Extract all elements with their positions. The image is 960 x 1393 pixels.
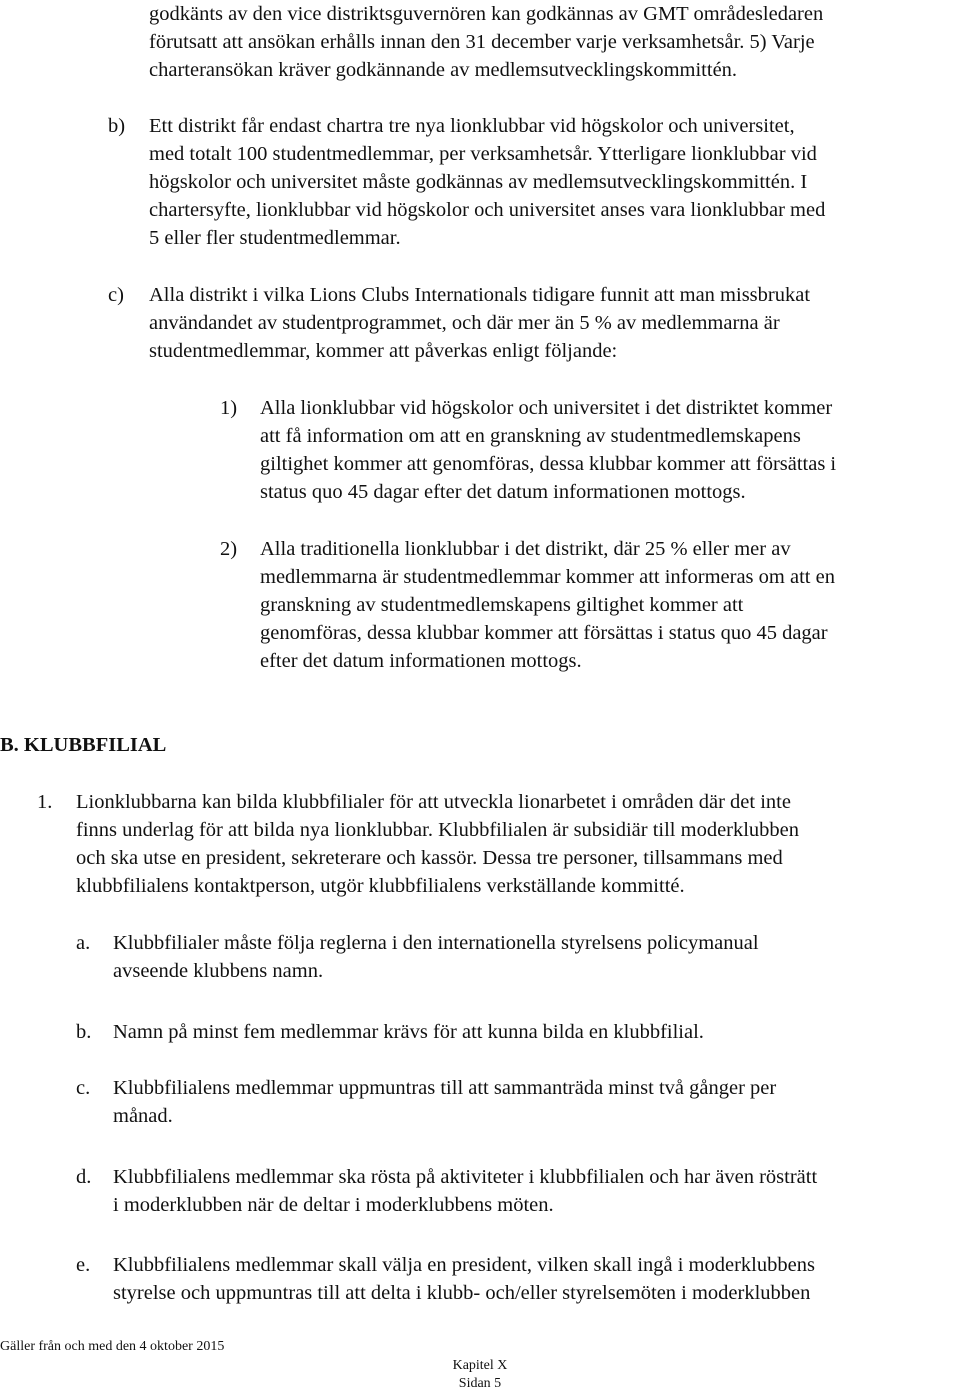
item-a-line: avseende klubbens namn. (113, 960, 324, 982)
footer-chapter: Kapitel X (452, 1358, 508, 1373)
item-c2-line: månad. (113, 1105, 173, 1127)
item-1-line: finns underlag för att bilda nya lionklubbar. Klubbfilialen är subsidiär till moderklubben (76, 819, 800, 841)
sub-item-2-line: genomföras, dessa klubbar kommer att försättas i status quo 45 dagar (260, 622, 828, 644)
item-c2-label: c. (76, 1077, 91, 1099)
sub-item-2-label: 2) (220, 538, 238, 560)
intro-line: förutsatt att ansökan erhålls innan den 31 december varje verksamhetsår. 5) Varje (149, 31, 815, 53)
item-b-line: 5 eller fler studentmedlemmar. (149, 227, 401, 249)
sub-item-1-line: att få information om att en granskning av studentmedlemskapens (260, 425, 801, 447)
footer-page-number: Sidan 5 (458, 1376, 502, 1391)
item-b-line: med totalt 100 studentmedlemmar, per verksamhetsår. Ytterligare lionklubbar vid (149, 143, 817, 165)
item-b-label: b) (108, 115, 126, 137)
item-e-label: e. (76, 1254, 91, 1276)
item-b2-line: Namn på minst fem medlemmar krävs för att kunna bilda en klubbfilial. (113, 1021, 704, 1043)
item-1-label: 1. (37, 791, 53, 813)
item-a-label: a. (76, 932, 91, 954)
item-c-line: studentmedlemmar, kommer att påverkas enligt följande: (149, 340, 618, 362)
sub-item-2-line: efter det datum informationen mottogs. (260, 650, 582, 672)
item-b-line: högskolor och universitet måste godkännas av medlemsutvecklingskommittén. I (149, 171, 808, 193)
sub-item-1-line: giltighet kommer att genomföras, dessa klubbar kommer att försättas i (260, 453, 837, 475)
item-c2-line: Klubbfilialens medlemmar uppmuntras till att sammanträda minst två gånger per (113, 1077, 777, 1099)
item-d-line: Klubbfilialens medlemmar ska rösta på aktiviteter i klubbfilialen och har även rösträtt (113, 1166, 818, 1188)
section-heading: B. KLUBBFILIAL (0, 734, 167, 756)
item-d-label: d. (76, 1166, 92, 1188)
item-c-line: användandet av studentprogrammet, och där mer än 5 % av medlemmarna är (149, 312, 780, 334)
sub-item-2-line: Alla traditionella lionklubbar i det distrikt, där 25 % eller mer av (260, 538, 791, 560)
sub-item-1-line: status quo 45 dagar efter det datum informationen mottogs. (260, 481, 746, 503)
item-e-line: Klubbfilialens medlemmar skall välja en president, vilken skall ingå i moderklubbens (113, 1254, 815, 1276)
sub-item-1-line: Alla lionklubbar vid högskolor och universitet i det distriktet kommer (260, 397, 833, 419)
item-c-line: Alla distrikt i vilka Lions Clubs Internationals tidigare funnit att man missbrukat (149, 284, 811, 306)
sub-item-1-label: 1) (220, 397, 238, 419)
sub-item-2-line: granskning av studentmedlemskapens giltighet kommer att (260, 594, 744, 616)
item-a-line: Klubbfilialer måste följa reglerna i den internationella styrelsens policymanual (113, 932, 759, 954)
item-e-line: styrelse och uppmuntras till att delta i klubb- och/eller styrelsemöten i moderklubben (113, 1282, 811, 1304)
sub-item-2-line: medlemmarna är studentmedlemmar kommer att informeras om att en (260, 566, 835, 588)
item-1-line: klubbfilialens kontaktperson, utgör klubbfilialens verkställande kommitté. (76, 875, 685, 897)
item-c-label: c) (108, 284, 124, 306)
item-b-line: Ett distrikt får endast chartra tre nya lionklubbar vid högskolor och universitet, (149, 115, 795, 137)
item-1-line: och ska utse en president, sekreterare och kassör. Dessa tre personer, tillsammans med (76, 847, 783, 869)
item-b-line: chartersyfte, lionklubbar vid högskolor och universitet anses vara lionklubbar med (149, 199, 826, 221)
footer-valid-from: Gäller från och med den 4 oktober 2015 (0, 1339, 225, 1354)
item-1-line: Lionklubbarna kan bilda klubbfilialer för att utveckla lionarbetet i områden där det inte (76, 791, 791, 813)
intro-line: godkänts av den vice distriktsguvernören kan godkännas av GMT områdesledaren (149, 3, 824, 25)
item-d-line: i moderklubben när de deltar i moderklubbens möten. (113, 1194, 554, 1216)
intro-line: charteransökan kräver godkännande av medlemsutvecklingskommittén. (149, 59, 738, 81)
item-b2-label: b. (76, 1021, 92, 1043)
